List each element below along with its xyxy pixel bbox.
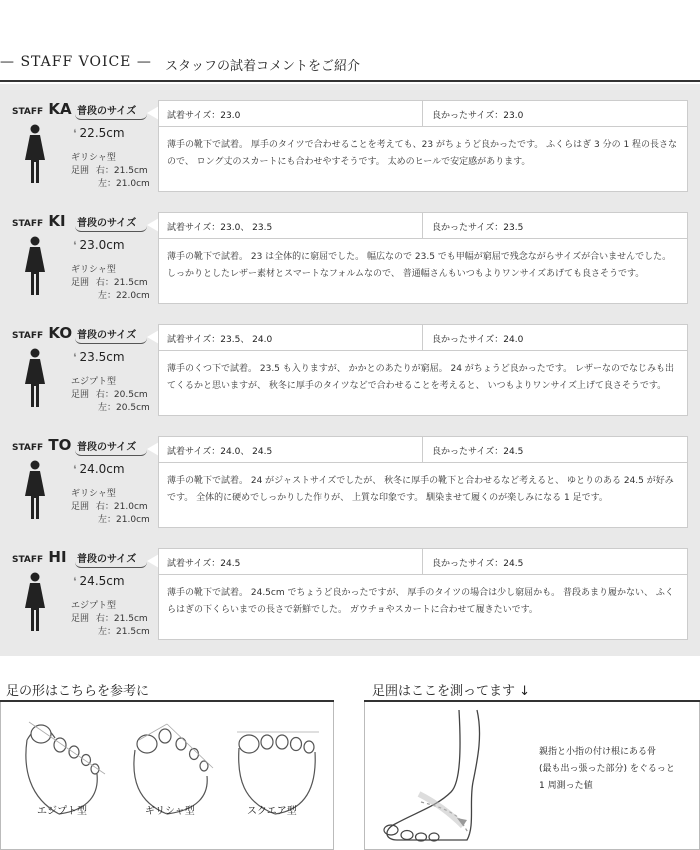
person-icon (23, 124, 47, 184)
header-title-en: — STAFF VOICE — (0, 54, 152, 70)
swoosh-decoration (75, 562, 147, 568)
good-size: 良かったサイズ：24.5 (432, 447, 524, 457)
foot-type-label: エジプト型 (37, 806, 87, 817)
tried-size: 試着サイズ：23.0、 23.5 (167, 223, 273, 233)
usual-size-label: 普段のサイズ (77, 218, 137, 229)
usual-size-label: 普段のサイズ (77, 442, 137, 453)
person-icon (23, 236, 47, 296)
usual-size: ❛ 23.5cm (73, 350, 125, 364)
card-header (159, 213, 687, 239)
comment-text: 薄手の靴下で試着。 23 は全体的に窮屈でした。 幅広なので 23.5 でも甲幅が窮屈で残念ながらサイズが合いませんでした。 しっかりとしたレザー素材とスマートなフォルムなので、 普通幅さんもいつもよりワンサイズあげても良さそうです。 (167, 252, 672, 279)
staff-list (0, 84, 700, 656)
staff-row (0, 420, 700, 532)
foot-girth: 足囲 右：20.5cm 左：20.5cm (71, 390, 150, 413)
card-header (159, 549, 687, 575)
tried-size: 試着サイズ：24.0、 24.5 (167, 447, 273, 457)
person-icon (23, 348, 47, 408)
foot-type: ギリシャ型 (71, 265, 116, 275)
measure-note: 親指と小指の付け根にある骨 (最も出っ張った部分) をぐるっと 1 周測った値 (539, 747, 675, 791)
comment-card (158, 324, 688, 416)
tried-size: 試着サイズ：23.0 (167, 111, 241, 121)
usual-size-label: 普段のサイズ (77, 330, 137, 341)
usual-size: ❛ 22.5cm (73, 126, 125, 140)
swoosh-decoration (75, 114, 147, 120)
staff-row (0, 196, 700, 308)
staff-name: STAFF TO (12, 436, 72, 454)
good-size: 良かったサイズ：24.5 (432, 559, 524, 569)
foot-shapes-title: 足の形はこちらを参考に (6, 684, 150, 699)
good-size: 良かったサイズ：24.0 (432, 335, 524, 345)
usual-size-label: 普段のサイズ (77, 554, 137, 565)
card-header (159, 437, 687, 463)
tick-icon: ❛ (73, 127, 77, 140)
foot-girth: 足囲 右：21.5cm 左：21.5cm (71, 614, 150, 637)
divider (422, 101, 423, 127)
good-size: 良かったサイズ：23.0 (432, 111, 524, 121)
person-icon (23, 572, 47, 632)
staff-name: STAFF KA (12, 100, 72, 118)
staff-row (0, 84, 700, 196)
divider (422, 437, 423, 463)
foot-type: ギリシャ型 (71, 153, 116, 163)
foot-measure-box (364, 702, 700, 850)
tick-icon: ❛ (73, 575, 77, 588)
swoosh-decoration (75, 338, 147, 344)
staff-row (0, 308, 700, 420)
tick-icon: ❛ (73, 351, 77, 364)
comment-text: 薄手の靴下で試着。 厚手のタイツで合わせることを考えても、23 がちょうど良かったです。 ふくらはぎ 3 分の 1 程の長さなので、 ロング丈のスカートにも合わせやすそうです。 太めのヒールで安定感があります。 (167, 140, 678, 167)
foot-type: エジプト型 (71, 377, 117, 387)
tick-icon: ❛ (73, 239, 77, 252)
staff-name: STAFF KO (12, 324, 73, 342)
foot-type-label: スクエア型 (247, 806, 297, 817)
card-header (159, 101, 687, 127)
tried-size: 試着サイズ：24.5 (167, 559, 241, 569)
staff-name: STAFF KI (12, 212, 66, 230)
foot-side-icon (377, 706, 537, 846)
foot-girth: 足囲 右：21.5cm 左：21.0cm (71, 166, 150, 189)
comment-text: 薄手のくつ下で試着。 23.5 も入りますが、 かかとのあたりが窮屈。 24 がちょうど良かったです。 レザーなのでなじみも出てくるかと思いますが、 秋冬に厚手のタイツなどで合わせることを考えると、 いつもよりワンサイズ上げて良さそうです。 (167, 364, 674, 391)
swoosh-decoration (75, 450, 147, 456)
divider (422, 325, 423, 351)
usual-size: ❛ 23.0cm (73, 238, 125, 252)
swoosh-decoration (75, 226, 147, 232)
staff-name: STAFF HI (12, 548, 67, 566)
divider (422, 549, 423, 575)
usual-size: ❛ 24.0cm (73, 462, 125, 476)
comment-text: 薄手の靴下で試着。 24.5cm でちょうど良かったですが、 厚手のタイツの場合は少し窮屈かも。 普段あまり履かない、 ふくらはぎの下くらいまでの長さで新鮮でした。 ガウチョやスカートに合わせて履きたいです。 (167, 588, 674, 615)
staff-row (0, 532, 700, 644)
foot-girth: 足囲 右：21.5cm 左：22.0cm (71, 278, 150, 301)
foot-type: エジプト型 (71, 601, 117, 611)
staff-voice-header (0, 52, 700, 82)
foot-measure-title: 足囲はここを測ってます ↓ (372, 684, 531, 699)
tick-icon: ❛ (73, 463, 77, 476)
comment-text: 薄手の靴下で試着。 24 がジャストサイズでしたが、 秋冬に厚手の靴下と合わせるなど考えると、 ゆとりのある 24.5 が好みです。 全体的に硬めでしっかりした作りが、 上質な印象です。 馴染ませて履くのが楽しみになる 1 足です。 (167, 476, 674, 503)
good-size: 良かったサイズ：23.5 (432, 223, 524, 233)
foot-shapes-box (0, 702, 334, 850)
foot-type: ギリシャ型 (71, 489, 116, 499)
person-icon (23, 460, 47, 520)
usual-size: ❛ 24.5cm (73, 574, 125, 588)
foot-girth: 足囲 右：21.0cm 左：21.0cm (71, 502, 150, 525)
divider (422, 213, 423, 239)
card-header (159, 325, 687, 351)
foot-type-label: ギリシャ型 (145, 806, 195, 817)
usual-size-label: 普段のサイズ (77, 106, 137, 117)
header-title-jp: スタッフの試着コメントをご紹介 (165, 59, 361, 74)
tried-size: 試着サイズ：23.5、 24.0 (167, 335, 273, 345)
comment-card (158, 212, 688, 304)
comment-card (158, 436, 688, 528)
comment-card (158, 100, 688, 192)
comment-card (158, 548, 688, 640)
